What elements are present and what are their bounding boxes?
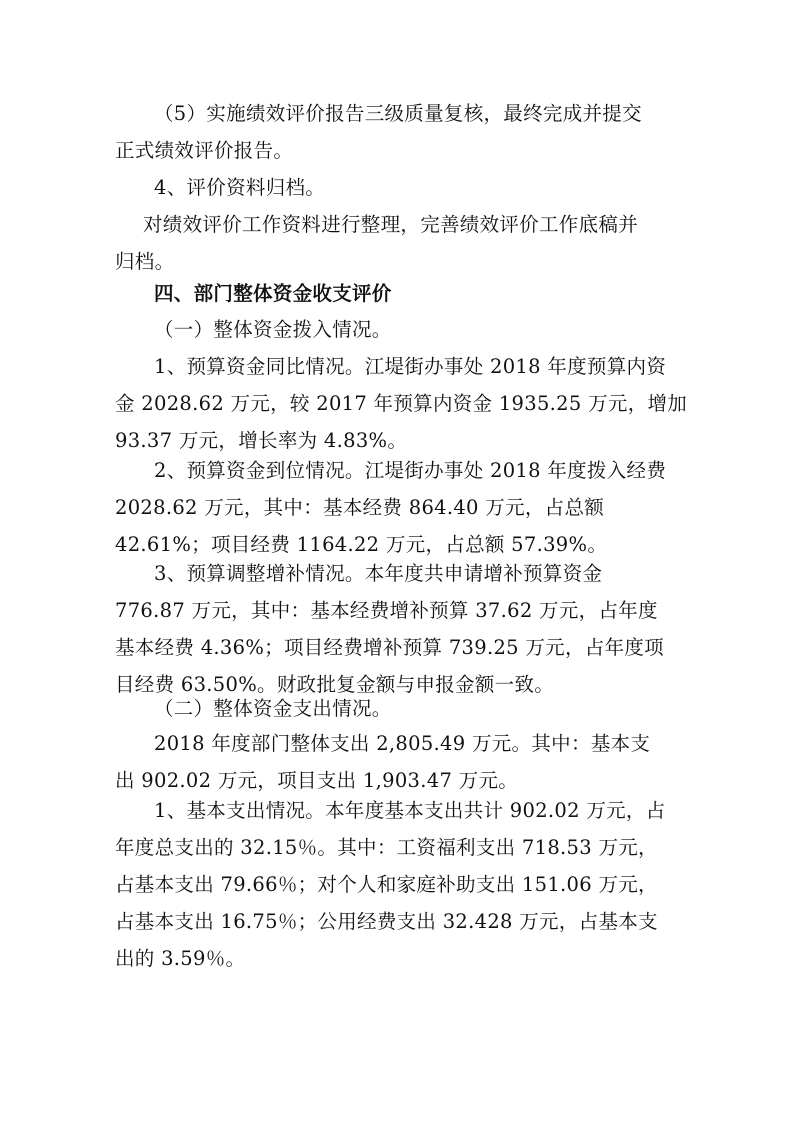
text-line: （一）整体资金拨入情况。 (154, 318, 392, 341)
text-line: 归档。 (115, 250, 175, 273)
text-line: 占基本支出 79.66％；对个人和家庭补助支出 151.06 万元， (115, 873, 658, 896)
text-line: 1、基本支出情况。本年度基本支出共计 902.02 万元，占 (154, 799, 666, 822)
text-line: 年度总支出的 32.15％。其中：工资福利支出 718.53 万元， (115, 836, 658, 859)
text-line: 占基本支出 16.75％；公用经费支出 32.428 万元，占基本支 (115, 910, 658, 933)
text-line: 3、预算调整增补情况。本年度共申请增补预算资金 (154, 562, 603, 585)
text-line: 1、预算资金同比情况。江堤街办事处 2018 年度预算内资 (154, 355, 667, 378)
text-line: 基本经费 4.36%；项目经费增补预算 739.25 万元，占年度项 (115, 636, 664, 659)
paragraph-archive-title (115, 169, 690, 206)
text-line: 2028.62 万元，其中：基本经费 864.40 万元，占总额 (115, 496, 605, 519)
paragraph-archive-body (115, 206, 690, 280)
text-line: 金 2028.62 万元，较 2017 年预算内资金 1935.25 万元，增加 (115, 392, 688, 415)
text-line: 42.61%；项目经费 1164.22 万元，占总额 57.39%。 (115, 533, 608, 556)
heading-text: 四、部门整体资金收支评价 (154, 282, 392, 305)
text-line: （二）整体资金支出情况。 (154, 697, 392, 720)
text-line: 4、评价资料归档。 (154, 176, 326, 199)
text-line: 出 902.02 万元，项目支出 1,903.47 万元。 (115, 769, 519, 792)
text-line: 正式绩效评价报告。 (115, 139, 294, 162)
text-line: 对绩效评价工作资料进行整理，完善绩效评价工作底稿并 (143, 213, 639, 236)
subsection-heading-income (115, 311, 690, 348)
paragraph-report-review (115, 95, 690, 169)
text-line: 776.87 万元，其中：基本经费增补预算 37.62 万元，占年度 (115, 599, 658, 622)
text-line: 2018 年度部门整体支出 2,805.49 万元。其中：基本支 (154, 732, 651, 755)
paragraph-budget-comparison (115, 348, 690, 459)
text-line: （5）实施绩效评价报告三级质量复核，最终完成并提交 (154, 102, 642, 125)
subsection-heading-expenditure (115, 690, 690, 727)
text-line: 93.37 万元，增长率为 4.83%。 (115, 429, 408, 452)
text-line: 目经费 63.50%。财政批复金额与申报金额一致。 (115, 673, 555, 696)
text-line: 2、预算资金到位情况。江堤街办事处 2018 年度拨入经费 (154, 459, 667, 482)
paragraph-basic-expenditure (115, 792, 690, 977)
paragraph-budget-arrival (115, 452, 690, 563)
paragraph-total-expenditure (115, 725, 690, 799)
paragraph-budget-adjustment (115, 555, 690, 703)
text-line: 出的 3.59％。 (115, 947, 246, 970)
section-heading (115, 275, 690, 312)
